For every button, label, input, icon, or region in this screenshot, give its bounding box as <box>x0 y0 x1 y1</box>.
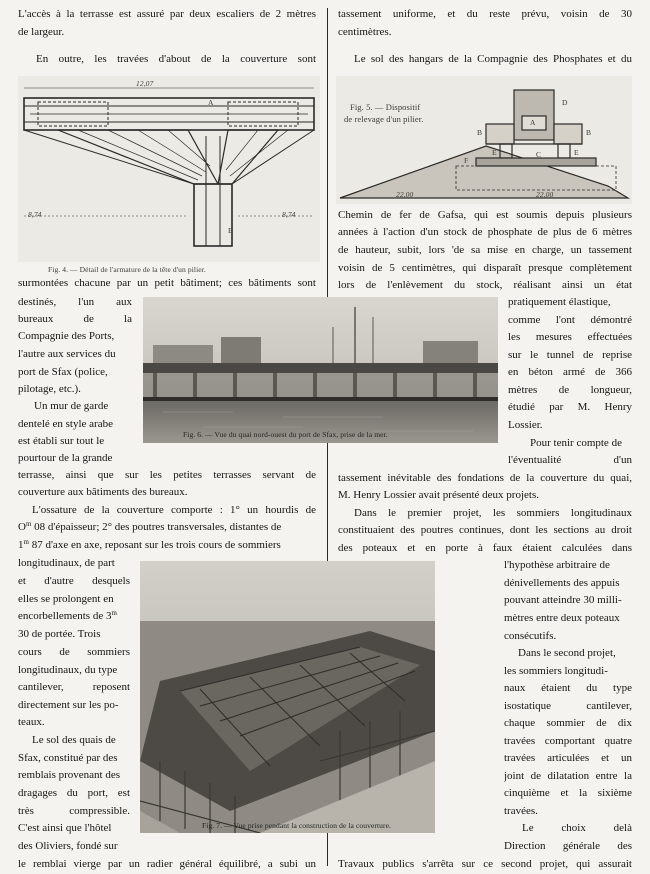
right-narrow2-line-4: mètres entre deux poteaux <box>504 612 620 624</box>
right-full1-line-3: de hauteur, subit, lors 'de sa mise en charge, un tassement <box>338 244 632 256</box>
right-full2-line-2: M. Henry Lossier avait présenté deux projets. <box>338 489 539 501</box>
thickness-unit: m <box>25 520 32 528</box>
left-narrow2-line-11: Le sol des quais de <box>32 734 116 746</box>
fig5-caption-line-1: Fig. 5. — Dispositif <box>350 102 421 112</box>
right-narrow2-line-6: Dans le second projet, <box>518 647 616 659</box>
right-narrow2-line-2: dénivellements des appuis <box>504 577 620 589</box>
right-narrow1-line-10: l'éventualité d'un <box>508 454 632 466</box>
right-narrow1-line-6: mètres de longueur, <box>508 384 632 396</box>
right-full1-line-1: Chemin de fer de Gafsa, qui est soumis depuis plusieurs <box>338 209 632 221</box>
left-narrow2-line-5: 30 de portée. Trois <box>18 628 101 640</box>
left-full2-line-2: couverture aux bâtiments des bureaux. <box>18 486 188 498</box>
left-narrow2-line-16: C'est ainsi que l'hôtel <box>18 822 112 834</box>
right-narrow2-line-14: cinquième et la sixième <box>504 787 632 799</box>
left-full2-line-1: terrasse, ainsi que sur les petites terrasses servant de <box>18 469 316 481</box>
figure-4-caption: Fig. 4. — Détail de l'armature de la tête d'un pilier. <box>48 265 206 274</box>
spacing-unit: m <box>23 538 29 546</box>
fig4-dim-right: 8,74 <box>282 210 296 219</box>
right-narrow2-line-5: consécutifs. <box>504 630 557 642</box>
left-narrow1-line-10: pourtour de la grande <box>18 452 113 464</box>
fig5-label-e2: E <box>574 148 579 157</box>
spacing-rest: 87 d'axe en axe, reposant sur les trois cours de sommiers <box>28 539 281 551</box>
left-narrow2-line-15: très compressible. <box>18 805 130 817</box>
fig5-caption-line-2: de relevage d'un pilier. <box>344 114 424 124</box>
right-full1-line-4: voisin de 5 centimètres, qui disparaît presque complètement <box>338 262 632 274</box>
right-narrow1-line-2: comme l'ont démontré <box>508 314 632 326</box>
left-full2-line-5 <box>18 539 316 552</box>
right-narrow2-line-17: Direction générale des <box>504 840 632 852</box>
right-narrow1-line-1: pratiquement élastique, <box>508 296 611 308</box>
left-narrow2-line-9: directement sur les po- <box>18 699 119 711</box>
figure-7-caption: Fig. 7. — Vue prise pendant la construction de la couverture. <box>202 821 392 830</box>
right-narrow2-line-1: l'hypothèse arbitraire de <box>504 559 610 571</box>
fig5-label-e1: E <box>492 148 497 157</box>
right-narrow2-line-10: chaque sommier de dix <box>504 717 632 729</box>
left-narrow2-line-10: teaux. <box>18 716 45 728</box>
figure-4-diagram <box>18 76 320 262</box>
corbel-value: encorbellements de 3 <box>18 610 112 622</box>
right-narrow1-line-9: Pour tenir compte de <box>530 437 622 449</box>
left-narrow1-line-5: port de Sfax (police, <box>18 366 108 378</box>
left-narrow2-line-12: Sfax, constitué par des <box>18 752 118 764</box>
left-full2-line-4 <box>18 521 316 534</box>
right-top-line-1: tassement uniforme, et du reste prévu, voisin de 30 <box>338 8 632 20</box>
right-narrow2-line-12: travées articulées et un <box>504 752 632 764</box>
left-narrow2-line-1: longitudinaux, de part <box>18 557 115 569</box>
right-full2-line-1: tassement inévitable des fondations de la couverture du quai, <box>338 472 632 484</box>
left-mid-line: surmontées chacune par un petit bâtiment; ces bâtiments sont <box>18 277 316 289</box>
fig4-label-a: A <box>208 98 214 107</box>
fig5-dim-right: 22,00 <box>536 190 554 199</box>
left-narrow1-line-1: destinés, l'un aux <box>18 296 132 308</box>
figure-5-diagram <box>336 76 632 204</box>
figure-7-photo <box>140 561 435 833</box>
right-narrow2-line-16: Le choix delà <box>522 822 632 834</box>
left-narrow1-line-8: dentelé en style arabe <box>18 418 113 430</box>
corbel-unit: m <box>111 609 117 617</box>
right-narrow2-line-11: travées comportant quatre <box>504 735 632 747</box>
left-narrow2-line-4 <box>18 610 117 623</box>
right-narrow2-line-7: les sommiers longitudi- <box>504 665 608 677</box>
fig4-dim-left: 8,74 <box>28 210 42 219</box>
fig5-label-b2: B <box>586 128 592 137</box>
left-narrow1-line-3: Compagnie des Ports, <box>18 330 115 342</box>
right-narrow2-line-3: pouvant atteindre 30 milli- <box>504 594 622 606</box>
right-narrow2-line-15: travées. <box>504 805 538 817</box>
right-full2-line-5: des poteaux et en porte à faux étaient calculées dans <box>338 542 632 554</box>
right-top-line-2: centimètres. <box>338 26 392 38</box>
left-narrow1-line-9: est établi sur tout le <box>18 435 105 447</box>
right-narrow2-line-9: isostatique cantilever, <box>504 700 632 712</box>
left-narrow2-line-2: et d'autre desquels <box>18 575 130 587</box>
thickness-value: O <box>18 521 26 533</box>
left-bottom-line: le remblai vierge par un radier général équilibré, a subi un <box>18 858 316 870</box>
fig4-label-b: B <box>228 226 234 235</box>
left-narrow2-line-8: cantilever, reposent <box>18 681 130 693</box>
left-narrow2-line-17: des Oliviers, fondé sur <box>18 840 118 852</box>
fig4-dim-top: 12,07 <box>136 79 154 88</box>
left-top-line-2: de largeur. <box>18 26 65 38</box>
right-full2-line-3: Dans le premier projet, les sommiers longitudinaux <box>354 507 632 519</box>
spacing-value: 1 <box>18 539 24 551</box>
fig5-label-d: D <box>562 98 568 107</box>
left-narrow1-line-7: Un mur de garde <box>34 400 109 412</box>
fig5-label-f: F <box>464 156 469 165</box>
left-narrow2-line-13: remblais provenant des <box>18 769 121 781</box>
right-full1-line-5: lors de l'enlèvement du stock, réalisant ainsi un état <box>338 279 632 291</box>
right-bottom-line: Travaux publics s'arrêta sur ce second projet, qui assurait <box>338 858 632 870</box>
fig5-label-c: C <box>536 150 542 159</box>
right-top-line-3: Le sol des hangars de la Compagnie des Phosphates et du <box>354 53 632 65</box>
figure-6-photo <box>143 297 498 443</box>
left-narrow2-line-14: dragages du port, est <box>18 787 130 799</box>
right-narrow1-line-7: étudié par M. Henry <box>508 401 632 413</box>
left-narrow2-line-3: elles se prolongent en <box>18 593 114 605</box>
thickness-rest: 08 d'épaisseur; 2° des poutres transversales, distantes de <box>31 521 282 533</box>
fig5-label-a: A <box>530 118 536 127</box>
right-narrow1-line-4: sur le tunnel de reprise <box>508 349 632 361</box>
left-full2-line-3: L'ossature de la couverture comporte : 1° un hourdis de <box>32 504 316 516</box>
fig5-label-b1: B <box>477 128 483 137</box>
left-narrow1-line-4: l'autre aux services du <box>18 348 116 360</box>
left-narrow1-line-2: bureaux de la <box>18 313 132 325</box>
left-top-line-3: En outre, les travées d'about de la couverture sont <box>36 53 316 65</box>
right-full1-line-2: années à l'action d'un stock de phosphate de plus de 6 mètres <box>338 226 632 238</box>
right-narrow1-line-3: les mesures effectuées <box>508 331 632 343</box>
left-narrow2-line-6: cours de sommiers <box>18 646 130 658</box>
left-narrow1-line-6: pilotage, etc.). <box>18 383 81 395</box>
left-top-line-1: L'accès à la terrasse est assuré par deux escaliers de 2 mètres <box>18 8 316 20</box>
right-full2-line-4: constituaient des poutres continues, dont les sections au droit <box>338 524 632 536</box>
left-narrow2-line-7: longitudinaux, du type <box>18 664 118 676</box>
right-narrow1-line-8: Lossier. <box>508 419 543 431</box>
fig5-dim-left: 22,00 <box>396 190 414 199</box>
right-narrow2-line-8: naux étaient du type <box>504 682 632 694</box>
right-narrow1-line-5: en béton armé de 366 <box>508 366 632 378</box>
figure-6-caption: Fig. 6. — Vue du quai nord-ouest du port de Sfax, prise de la mer. <box>183 430 388 439</box>
right-narrow2-line-13: joint de dilatation entre la <box>504 770 632 782</box>
